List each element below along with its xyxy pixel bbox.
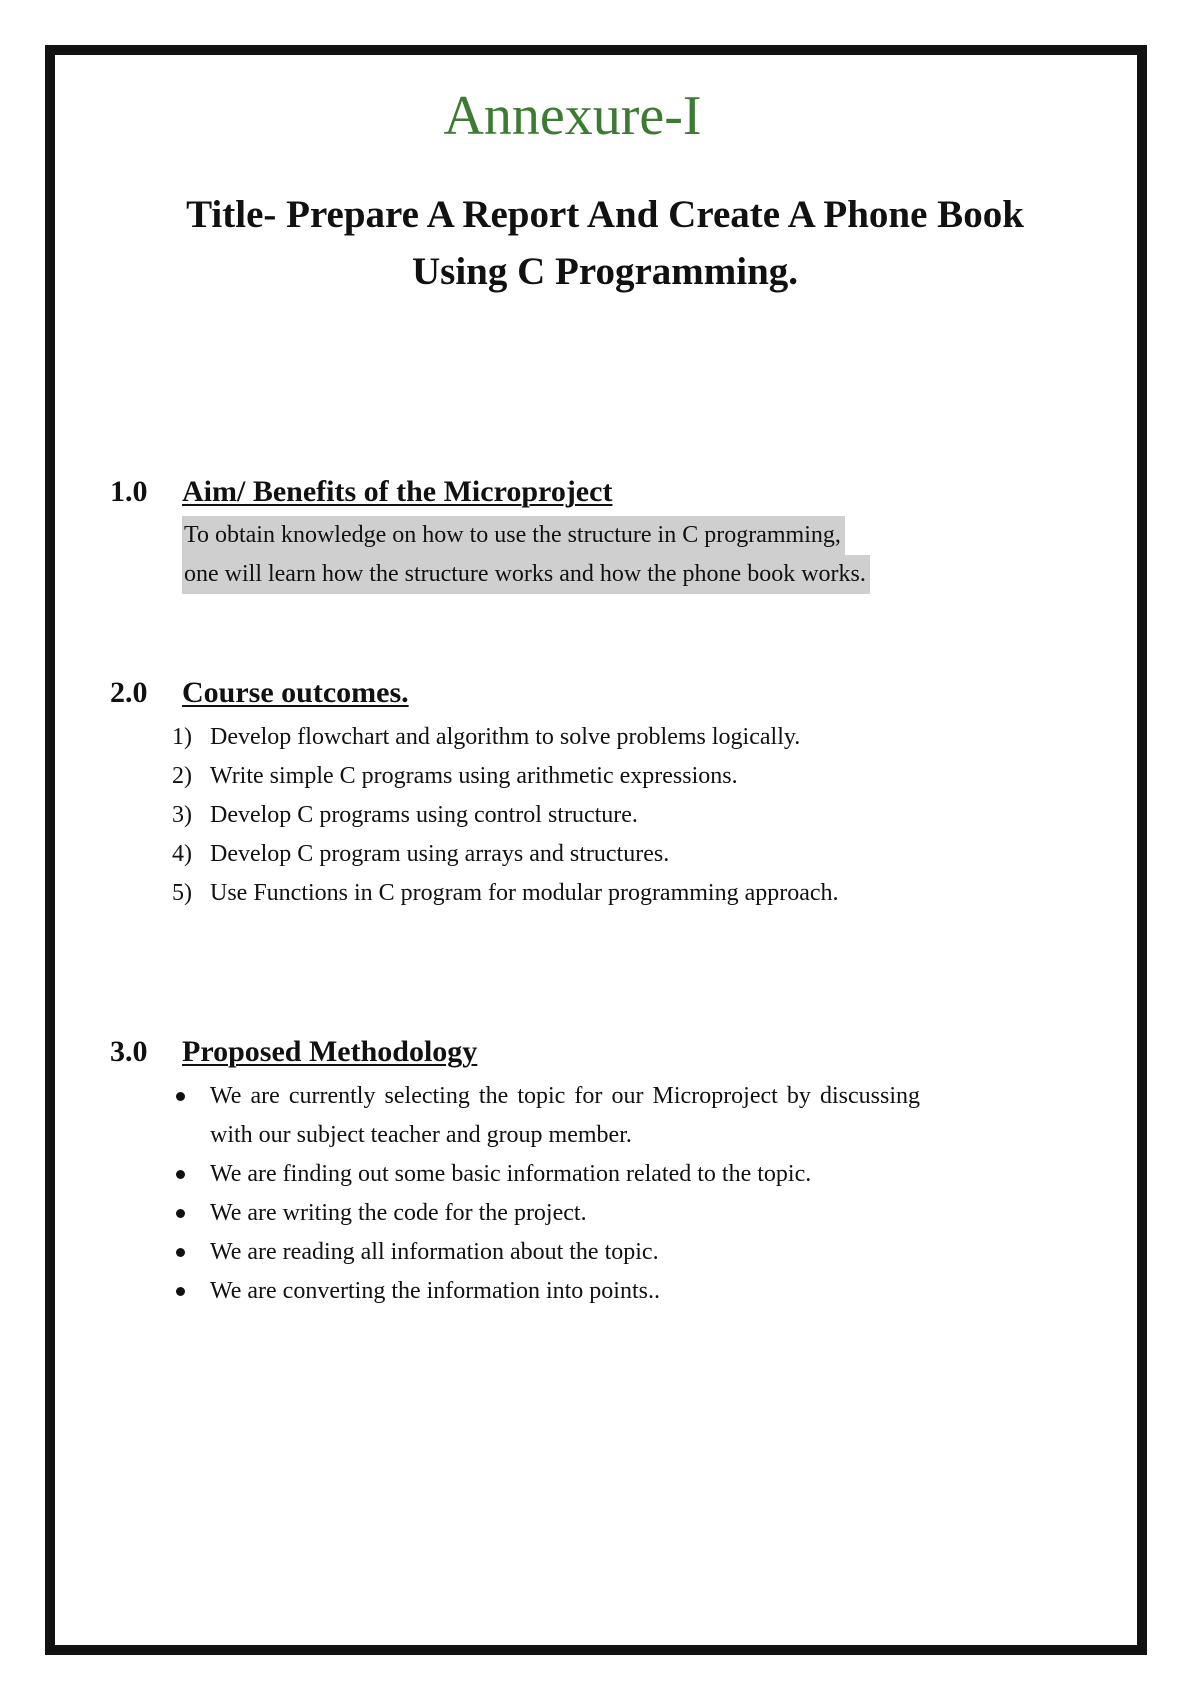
bullet-icon	[176, 1209, 185, 1218]
list-number: 1)	[172, 724, 192, 750]
list-item	[172, 757, 920, 796]
list-item-text: We are converting the information into points..	[210, 1278, 660, 1304]
list-item-text: We are writing the code for the project.	[210, 1200, 587, 1226]
list-item-text: We are finding out some basic information related to the topic.	[210, 1161, 812, 1187]
bullet-icon	[176, 1287, 185, 1296]
list-number: 5)	[172, 880, 192, 906]
list-number: 2)	[172, 763, 192, 789]
aim-text-line: one will learn how the structure works and how the phone book works.	[182, 555, 870, 594]
section-number: 1.0	[110, 475, 148, 508]
list-item-text: Develop C programs using control structure.	[210, 802, 638, 828]
list-item-text: Use Functions in C program for modular programming approach.	[210, 880, 839, 906]
list-item	[172, 1194, 920, 1233]
section-methodology-heading	[110, 1034, 477, 1070]
course-outcomes-list	[172, 718, 920, 913]
bullet-icon	[176, 1248, 185, 1257]
aim-text-line: To obtain knowledge on how to use the structure in C programming,	[182, 516, 845, 555]
bullet-icon	[176, 1170, 185, 1179]
section-aim-heading	[110, 474, 612, 510]
title-line-2: Using C Programming.	[411, 250, 799, 293]
title-line-1: Title- Prepare A Report And Create A Phone Book	[186, 193, 1024, 236]
list-item	[172, 718, 920, 757]
section-course-outcomes-heading	[110, 675, 409, 711]
list-item-text: Develop C program using arrays and structures.	[210, 841, 670, 867]
list-item-text: We are currently selecting the topic for our Microproject by discussing with our subject teacher and group member.	[210, 1083, 920, 1148]
section-title: Course outcomes.	[182, 676, 409, 709]
section-number: 3.0	[110, 1035, 148, 1068]
section-title: Proposed Methodology	[182, 1035, 478, 1068]
list-item	[172, 1233, 920, 1272]
list-number: 4)	[172, 841, 192, 867]
list-item	[172, 1077, 920, 1155]
list-item-text: Develop flowchart and algorithm to solve problems logically.	[210, 724, 801, 750]
list-item	[172, 1272, 920, 1311]
section-title: Aim/ Benefits of the Microproject	[182, 475, 613, 508]
list-number: 3)	[172, 802, 192, 828]
aim-text	[182, 516, 870, 594]
annexure-heading: Annexure-I	[443, 85, 702, 147]
list-item-text: Write simple C programs using arithmetic expressions.	[210, 763, 738, 789]
list-item-text: We are reading all information about the topic.	[210, 1239, 659, 1265]
document-title	[120, 186, 1090, 300]
list-item	[172, 1155, 920, 1194]
list-item	[172, 835, 920, 874]
list-item	[172, 796, 920, 835]
bullet-icon	[176, 1092, 185, 1101]
methodology-list	[172, 1077, 920, 1311]
list-item	[172, 874, 920, 913]
section-number: 2.0	[110, 676, 148, 709]
